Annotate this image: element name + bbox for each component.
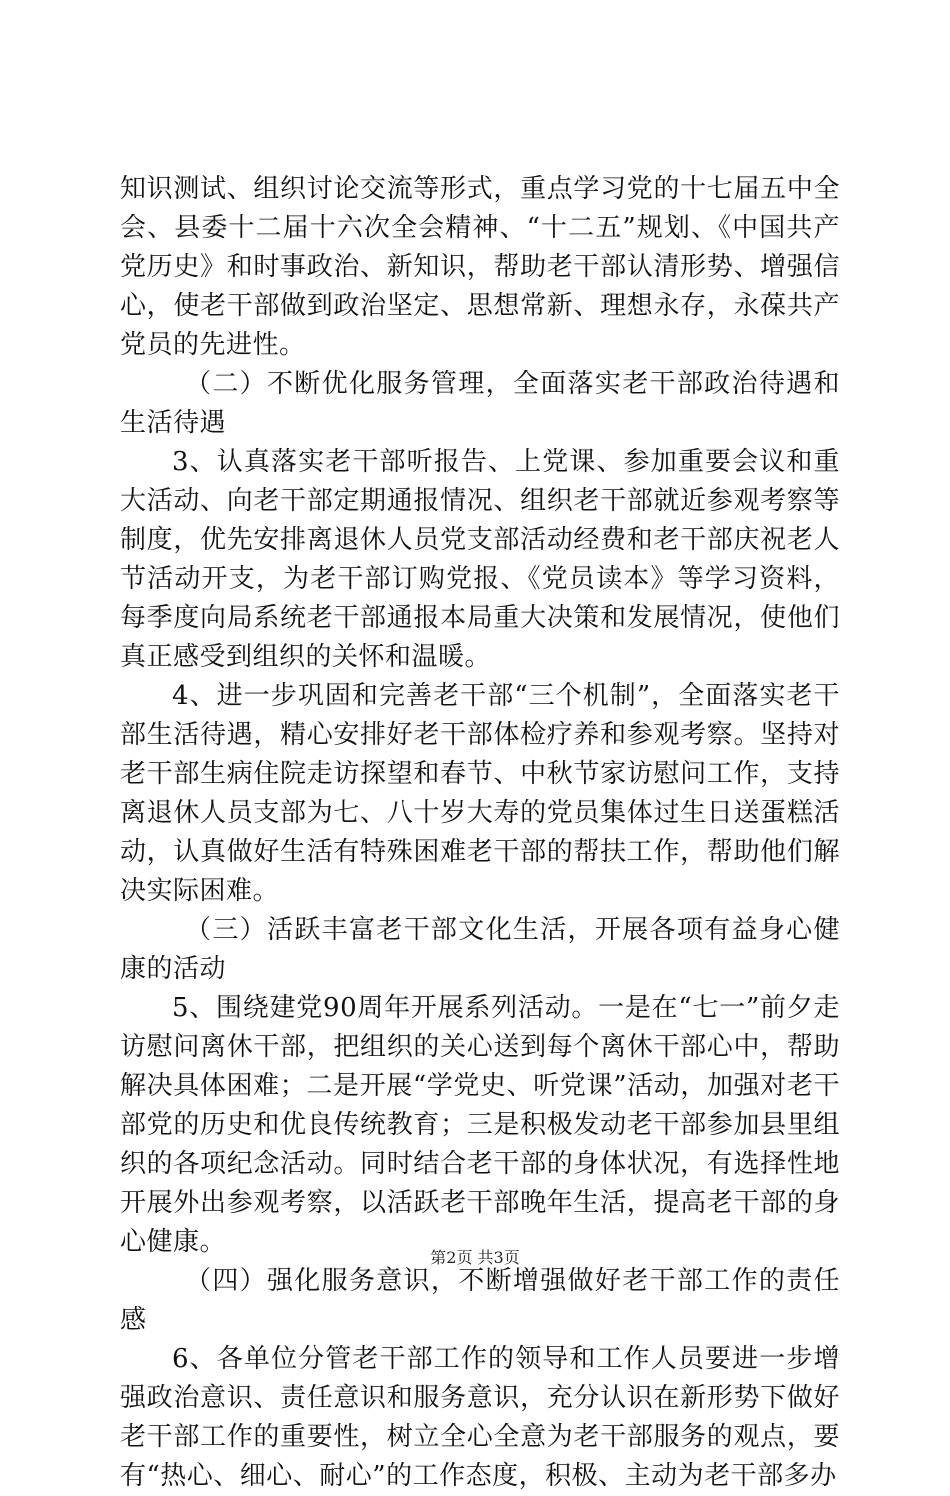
paragraph-continuation: 知识测试、组织讨论交流等形式，重点学习党的十七届五中全会、县委十二届十六次全会精神、“十二五”规划、《中国共产党历史》和时事政治、新知识，帮助老干部认清形势、增强信心，使老干部做到政治坚定、思想常新、理想永存，永葆共产党员的先进性。 <box>120 174 840 360</box>
paragraph-item-5: 5、围绕建党90周年开展系列活动。一是在“七一”前夕走访慰问离休干部，把组织的关心送到每个离休干部心中，帮助解决具体困难；二是开展“学党史、听党课”活动，加强对老干部党的历史和优良传统教育；三是积极发动老干部参加县里组织的各项纪念活动。同时结合老干部的身体状况，有选择性地开展外出参观考察，以活跃老干部晚年生活，提高老干部的身心健康。 <box>120 993 840 1257</box>
paragraph-item-3: 3、认真落实老干部听报告、上党课、参加重要会议和重大活动、向老干部定期通报情况、组织老干部就近参观考察等制度，优先安排离退休人员党支部活动经费和老干部庆祝老人节活动开支，为老干部订购党报、《党员读本》等学习资料，每季度向局系统老干部通报本局重大决策和发展情况，使他们真正感受到组织的关怀和温暖。 <box>120 447 840 672</box>
section-heading-2: （二）不断优化服务管理，全面落实老干部政治待遇和生活待遇 <box>120 369 840 438</box>
page-number-footer: 第2页 共3页 <box>430 1248 520 1267</box>
paragraph-item-6: 6、各单位分管老干部工作的领导和工作人员要进一步增强政治意识、责任意识和服务意识，充分认识在新形势下做好老干部工作的重要性，树立全心全意为老干部服务的观点，要有“热心、细心、耐心”的工作态度，积极、主动为老干部多办 <box>120 1344 840 1491</box>
section-heading-4: （四）强化服务意识，不断增强做好老干部工作的责任感 <box>120 1266 840 1335</box>
paragraph-item-4: 4、进一步巩固和完善老干部“三个机制”，全面落实老干部生活待遇，精心安排好老干部体检疗养和参观考察。坚持对老干部生病住院走访探望和春节、中秋节家访慰问工作，支持离退休人员支部为七、八十岁大寿的党员集体过生日送蛋糕活动，认真做好生活有特殊困难老干部的帮扶工作，帮助他们解决实际困难。 <box>120 681 840 906</box>
section-heading-3: （三）活跃丰富老干部文化生活，开展各项有益身心健康的活动 <box>120 915 840 984</box>
document-body <box>120 170 840 1496</box>
